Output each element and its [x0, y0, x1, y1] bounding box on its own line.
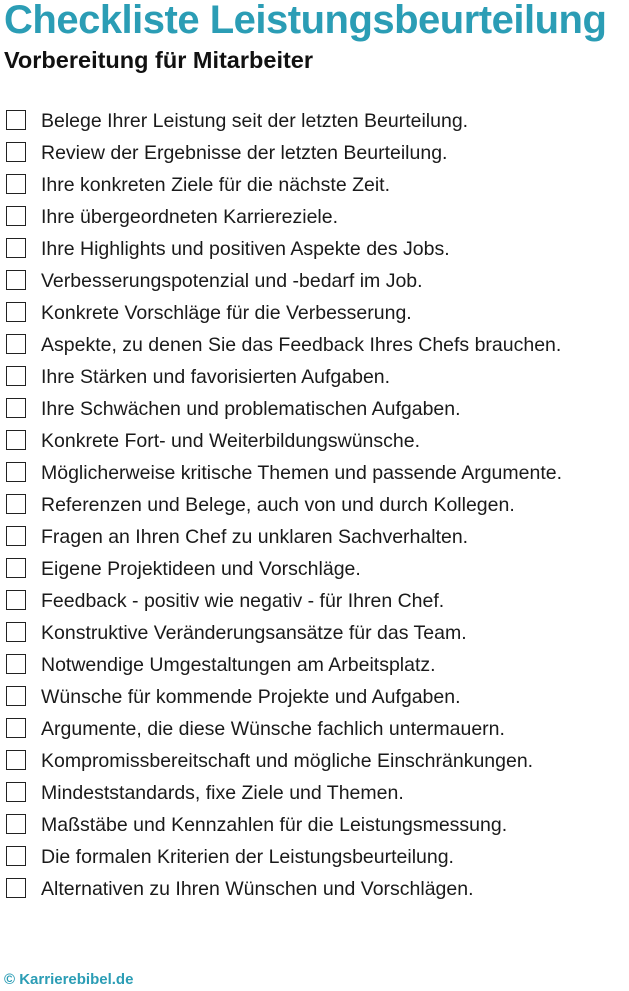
- checklist-item-label: Mindeststandards, fixe Ziele und Themen.: [41, 782, 404, 804]
- checkbox[interactable]: [6, 654, 26, 674]
- checklist-item-label: Ihre Stärken und favorisierten Aufgaben.: [41, 366, 391, 388]
- checklist-item-label: Eigene Projektideen und Vorschläge.: [41, 558, 361, 580]
- checklist-item-label: Konkrete Fort- und Weiterbildungswünsche.: [41, 430, 421, 452]
- checklist-item-label: Maßstäbe und Kennzahlen für die Leistungsmessung.: [41, 814, 508, 836]
- checkbox[interactable]: [6, 462, 26, 482]
- checklist-item-label: Möglicherweise kritische Themen und passende Argumente.: [41, 462, 563, 484]
- checkbox[interactable]: [6, 590, 26, 610]
- checklist-item-label: Verbesserungspotenzial und -bedarf im Job.: [41, 270, 423, 292]
- checklist-item-label: Die formalen Kriterien der Leistungsbeurteilung.: [41, 846, 454, 868]
- checklist-item-label: Referenzen und Belege, auch von und durch Kollegen.: [41, 494, 515, 516]
- page-title: Checkliste Leistungsbeurteilung: [4, 0, 607, 42]
- checklist-item-label: Ihre übergeordneten Karriereziele.: [41, 206, 339, 228]
- checkbox[interactable]: [6, 718, 26, 738]
- checkbox[interactable]: [6, 366, 26, 386]
- checklist-item-label: Notwendige Umgestaltungen am Arbeitsplatz.: [41, 654, 436, 676]
- checklist-item-label: Alternativen zu Ihren Wünschen und Vorschlägen.: [41, 878, 474, 900]
- checklist-item-label: Feedback - positiv wie negativ - für Ihren Chef.: [41, 590, 445, 612]
- checkbox[interactable]: [6, 494, 26, 514]
- checkbox[interactable]: [6, 270, 26, 290]
- checkbox[interactable]: [6, 878, 26, 898]
- checkbox[interactable]: [6, 750, 26, 770]
- page-subtitle: Vorbereitung für Mitarbeiter: [4, 47, 314, 73]
- checklist-item-label: Review der Ergebnisse der letzten Beurteilung.: [41, 142, 448, 164]
- checkbox[interactable]: [6, 334, 26, 354]
- checkbox[interactable]: [6, 398, 26, 418]
- checkbox[interactable]: [6, 206, 26, 226]
- checkbox[interactable]: [6, 430, 26, 450]
- checkbox[interactable]: [6, 814, 26, 834]
- checkbox[interactable]: [6, 558, 26, 578]
- checklist-item-label: Ihre Highlights und positiven Aspekte des Jobs.: [41, 238, 450, 260]
- checklist-item-label: Konkrete Vorschläge für die Verbesserung.: [41, 302, 412, 324]
- checklist-item-label: Aspekte, zu denen Sie das Feedback Ihres Chefs brauchen.: [41, 334, 562, 356]
- checklist-item-label: Kompromissbereitschaft und mögliche Einschränkungen.: [41, 750, 534, 772]
- checklist-item-label: Wünsche für kommende Projekte und Aufgaben.: [41, 686, 461, 708]
- checkbox[interactable]: [6, 686, 26, 706]
- checkbox[interactable]: [6, 622, 26, 642]
- checklist-item-label: Ihre Schwächen und problematischen Aufgaben.: [41, 398, 461, 420]
- checklist-item-label: Konstruktive Veränderungsansätze für das Team.: [41, 622, 467, 644]
- checkbox[interactable]: [6, 110, 26, 130]
- checkbox[interactable]: [6, 302, 26, 322]
- checkbox[interactable]: [6, 174, 26, 194]
- checklist-item-label: Argumente, die diese Wünsche fachlich untermauern.: [41, 718, 505, 740]
- checkbox[interactable]: [6, 782, 26, 802]
- checklist-item-label: Fragen an Ihren Chef zu unklaren Sachverhalten.: [41, 526, 469, 548]
- checkbox[interactable]: [6, 238, 26, 258]
- checkbox[interactable]: [6, 142, 26, 162]
- checkbox[interactable]: [6, 526, 26, 546]
- copyright-footer: © Karrierebibel.de: [4, 971, 134, 988]
- checklist-item-label: Ihre konkreten Ziele für die nächste Zeit.: [41, 174, 391, 196]
- checklist-item-label: Belege Ihrer Leistung seit der letzten Beurteilung.: [41, 110, 469, 132]
- checkbox[interactable]: [6, 846, 26, 866]
